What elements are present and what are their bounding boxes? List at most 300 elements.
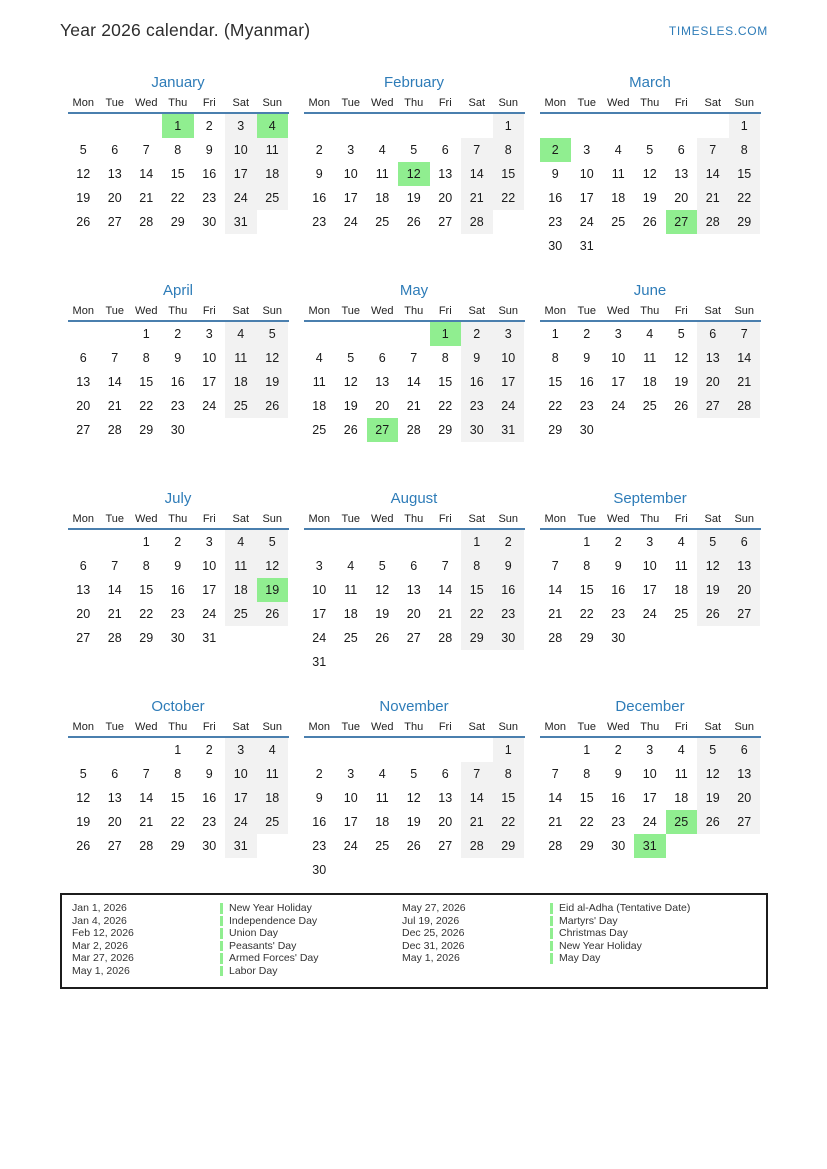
day-cell: 23 [202,191,217,205]
day-cell: 10 [642,559,657,573]
day-cell: 21 [461,810,493,834]
holiday-marker-bar [220,928,223,939]
weekday-label: Wed [371,513,394,525]
day-cell: 16 [202,791,217,805]
week-row [68,370,289,394]
day-cell: 10 [611,351,626,365]
day-cell: 19 [375,607,390,621]
day-cell: 2 [614,535,622,549]
week-row [304,578,525,602]
day-cell: 18 [225,578,257,602]
holiday-day-cell: 27 [666,210,698,234]
day-cell: 30 [170,631,185,645]
day-cell: 29 [170,839,185,853]
day-cell: 26 [257,602,289,626]
month-title: February [383,74,445,91]
day-cell: 30 [548,239,563,253]
day-cell: 31 [579,239,594,253]
week-row [68,602,289,626]
weekday-label: Tue [341,513,361,525]
empty-day-cell [666,834,698,858]
day-cell: 6 [677,143,685,157]
legend-holiday-name: Martyrs' Day [559,914,618,927]
day-cell: 1 [583,535,591,549]
weekday-label: Thu [404,97,424,109]
week-row [540,602,761,626]
day-cell: 5 [697,530,729,554]
day-cell: 3 [646,743,654,757]
site-logo-link[interactable]: TIMESLES.COM [668,24,768,38]
weekday-label: Wed [371,97,394,109]
weekday-label: Wed [371,721,394,733]
day-cell: 6 [111,143,119,157]
empty-day-cell [540,738,572,762]
day-cell: 7 [551,559,559,573]
weekday-label: Sat [704,513,721,525]
day-cell: 27 [438,215,453,229]
weekday-label: Tue [105,97,125,109]
day-cell: 12 [697,554,729,578]
day-cell: 23 [611,815,626,829]
day-cell: 8 [142,351,150,365]
day-cell: 18 [375,815,390,829]
weekday-label: Thu [404,513,424,525]
day-cell: 22 [579,815,594,829]
day-cell: 4 [378,767,386,781]
day-cell: 10 [202,559,217,573]
day-cell: 30 [461,418,493,442]
day-cell: 12 [674,351,689,365]
empty-day-cell [729,234,761,258]
day-cell: 12 [406,791,421,805]
day-cell: 26 [697,810,729,834]
day-cell: 20 [375,399,390,413]
day-cell: 13 [406,583,421,597]
empty-day-cell [367,738,399,762]
weekday-label: Thu [404,305,424,317]
weekday-label: Tue [341,721,361,733]
week-row [540,186,761,210]
weekday-label: Sat [704,721,721,733]
day-cell: 2 [205,743,213,757]
weekday-label: Fri [674,97,688,109]
day-cell: 20 [107,191,122,205]
day-cell: 27 [76,631,91,645]
empty-day-cell [666,418,698,442]
weekday-label: Thu [404,721,424,733]
empty-day-cell [367,114,399,138]
weekday-label: Mon [544,305,566,317]
weekday-label: Sat [468,513,485,525]
weekday-label: Sat [704,97,721,109]
empty-day-cell [540,530,572,554]
day-cell: 17 [202,583,217,597]
day-cell: 20 [76,399,91,413]
day-cell: 8 [729,138,761,162]
week-row [304,322,525,346]
day-cell: 15 [170,791,185,805]
day-cell: 20 [697,370,729,394]
day-cell: 16 [548,191,563,205]
day-cell: 17 [611,375,626,389]
day-cell: 8 [583,767,591,781]
day-cell: 12 [697,762,729,786]
week-row [540,370,761,394]
empty-day-cell [430,530,462,554]
legend-row [72,915,402,928]
day-cell: 28 [107,631,122,645]
day-cell: 22 [729,186,761,210]
month-weeks [304,114,525,234]
weekday-header-row [540,97,761,114]
day-cell: 7 [461,138,493,162]
day-cell: 22 [548,399,563,413]
day-cell: 27 [729,602,761,626]
weekday-label: Sun [262,305,283,317]
weekday-label: Tue [105,305,125,317]
day-cell: 26 [674,399,689,413]
empty-day-cell [257,210,289,234]
day-cell: 14 [461,162,493,186]
week-row [68,626,289,650]
day-cell: 10 [579,167,594,181]
day-cell: 1 [493,738,525,762]
week-row [540,322,761,346]
holiday-marker-bar [550,941,553,952]
day-cell: 24 [202,607,217,621]
day-cell: 11 [312,375,326,389]
empty-day-cell [398,738,430,762]
empty-day-cell [603,114,635,138]
empty-day-cell [335,114,367,138]
day-cell: 3 [205,535,213,549]
month-weeks [540,114,761,258]
day-cell: 25 [343,631,358,645]
holiday-legend [60,893,768,989]
month-block [304,72,525,280]
day-cell: 8 [583,559,591,573]
day-cell: 22 [493,810,525,834]
empty-day-cell [461,114,493,138]
day-cell: 8 [174,143,182,157]
day-cell: 14 [548,791,563,805]
day-cell: 18 [312,399,327,413]
empty-day-cell [68,114,100,138]
day-cell: 6 [79,351,87,365]
day-cell: 13 [729,762,761,786]
week-row [68,394,289,418]
weekday-label: Sun [734,305,755,317]
empty-day-cell [666,626,698,650]
weekday-label: Tue [341,97,361,109]
day-cell: 28 [139,215,154,229]
empty-day-cell [697,626,729,650]
week-row [68,418,289,442]
empty-day-cell [493,858,525,882]
week-row [304,210,525,234]
week-row [540,394,761,418]
day-cell: 21 [729,370,761,394]
month-weeks [304,530,525,674]
day-cell: 20 [729,786,761,810]
day-cell: 12 [257,554,289,578]
weekday-label: Mon [72,305,94,317]
day-cell: 24 [225,810,257,834]
empty-day-cell [398,650,430,674]
weekday-label: Fri [674,513,688,525]
day-cell: 2 [315,767,323,781]
month-title: December [615,698,685,715]
month-title: July [164,490,192,507]
day-cell: 26 [375,631,390,645]
empty-day-cell [666,234,698,258]
weekday-label: Sun [734,97,755,109]
day-cell: 15 [579,791,594,805]
day-cell: 17 [343,191,358,205]
day-cell: 15 [461,578,493,602]
day-cell: 25 [225,394,257,418]
holiday-marker-bar [220,941,223,952]
day-cell: 14 [697,162,729,186]
day-cell: 5 [410,767,418,781]
day-cell: 31 [202,631,217,645]
day-cell: 28 [406,423,421,437]
day-cell: 20 [438,815,453,829]
empty-day-cell [493,650,525,674]
week-row [304,530,525,554]
legend-holiday-name: Armed Forces' Day [229,952,319,964]
day-cell: 24 [202,399,217,413]
weekday-label: Sat [232,721,249,733]
day-cell: 21 [461,186,493,210]
day-cell: 14 [461,786,493,810]
weekday-label: Sat [468,305,485,317]
holiday-day-cell: 1 [162,114,194,138]
month-title: October [151,698,205,715]
day-cell: 17 [225,786,257,810]
day-cell: 15 [493,786,525,810]
day-cell: 13 [76,375,91,389]
empty-day-cell [398,114,430,138]
day-cell: 29 [438,423,453,437]
day-cell: 8 [551,351,559,365]
day-cell: 10 [202,351,217,365]
empty-day-cell [697,418,729,442]
day-cell: 26 [257,394,289,418]
holiday-marker-bar [550,928,553,939]
day-cell: 1 [174,743,182,757]
day-cell: 21 [406,399,421,413]
week-row [540,762,761,786]
day-cell: 29 [493,834,525,858]
day-cell: 30 [202,215,217,229]
day-cell: 15 [493,162,525,186]
day-cell: 18 [257,162,289,186]
day-cell: 23 [461,394,493,418]
day-cell: 28 [107,423,122,437]
weekday-label: Wed [135,97,158,109]
day-cell: 24 [493,394,525,418]
day-cell: 16 [312,191,327,205]
day-cell: 6 [441,143,449,157]
weekday-label: Sun [498,721,519,733]
day-cell: 4 [225,530,257,554]
legend-date: Jul 19, 2026 [402,914,460,927]
day-cell: 3 [583,143,591,157]
day-cell: 21 [107,399,122,413]
day-cell: 13 [729,554,761,578]
empty-day-cell [335,322,367,346]
day-cell: 17 [202,375,217,389]
legend-date: May 27, 2026 [402,902,466,914]
week-row [540,162,761,186]
day-cell: 10 [312,583,327,597]
empty-day-cell [603,234,635,258]
day-cell: 23 [170,607,185,621]
legend-holiday-name: Labor Day [229,964,278,977]
day-cell: 3 [614,327,622,341]
empty-day-cell [131,738,163,762]
day-cell: 19 [406,191,421,205]
day-cell: 29 [729,210,761,234]
weekday-label: Fri [674,305,688,317]
week-row [304,786,525,810]
weekday-label: Sun [262,97,283,109]
day-cell: 4 [677,743,685,757]
day-cell: 27 [729,810,761,834]
holiday-day-cell: 25 [666,810,698,834]
day-cell: 29 [579,631,594,645]
day-cell: 26 [406,215,421,229]
empty-day-cell [367,650,399,674]
legend-holiday-name: Christmas Day [559,927,628,939]
empty-day-cell [398,530,430,554]
weekday-label: Sat [468,721,485,733]
day-cell: 20 [674,191,689,205]
day-cell: 15 [548,375,563,389]
empty-day-cell [99,114,131,138]
weekday-label: Tue [577,305,597,317]
week-row [68,186,289,210]
day-cell: 12 [257,346,289,370]
empty-day-cell [729,418,761,442]
empty-day-cell [99,530,131,554]
week-row [304,554,525,578]
day-cell: 8 [493,762,525,786]
day-cell: 24 [225,186,257,210]
holiday-day-cell: 31 [634,834,666,858]
day-cell: 13 [107,791,122,805]
week-row [540,786,761,810]
month-weeks [304,738,525,882]
day-cell: 10 [225,138,257,162]
month-weeks [68,530,289,650]
day-cell: 27 [406,631,421,645]
day-cell: 6 [697,322,729,346]
day-cell: 30 [170,423,185,437]
day-cell: 23 [202,815,217,829]
holiday-marker-bar [550,953,553,964]
legend-row [402,902,690,915]
day-cell: 7 [441,559,449,573]
week-row [540,418,761,442]
day-cell: 13 [107,167,122,181]
month-block [68,696,289,904]
weekday-label: Sat [704,305,721,317]
month-block [540,696,761,904]
day-cell: 27 [438,839,453,853]
weekday-header-row [68,513,289,530]
day-cell: 30 [312,863,327,877]
empty-day-cell [194,418,226,442]
weekday-label: Thu [640,305,660,317]
empty-day-cell [304,114,336,138]
weekday-label: Wed [607,721,630,733]
day-cell: 6 [410,559,418,573]
day-cell: 28 [697,210,729,234]
day-cell: 29 [579,839,594,853]
day-cell: 30 [611,631,626,645]
day-cell: 12 [642,167,657,181]
day-cell: 20 [76,607,91,621]
holiday-day-cell: 12 [398,162,430,186]
weekday-label: Mon [72,97,94,109]
day-cell: 7 [111,559,119,573]
legend-holiday-name: Union Day [229,927,279,939]
week-row [304,114,525,138]
empty-day-cell [461,650,493,674]
month-block [540,280,761,488]
day-cell: 18 [611,191,626,205]
day-cell: 29 [548,423,563,437]
weekday-label: Sun [262,721,283,733]
day-cell: 11 [611,167,625,181]
weekday-header-row [304,97,525,114]
day-cell: 19 [674,375,689,389]
empty-day-cell [225,626,257,650]
day-cell: 20 [406,607,421,621]
day-cell: 9 [583,351,591,365]
weekday-label: Sun [498,305,519,317]
day-cell: 1 [551,327,559,341]
week-row [68,786,289,810]
weekday-label: Wed [607,97,630,109]
day-cell: 14 [548,583,563,597]
weekday-label: Wed [135,305,158,317]
weekday-label: Fri [438,97,452,109]
empty-day-cell [304,322,336,346]
weekday-label: Mon [544,721,566,733]
weekday-header-row [304,305,525,322]
day-cell: 15 [579,583,594,597]
day-cell: 24 [611,399,626,413]
day-cell: 6 [441,767,449,781]
day-cell: 21 [139,815,154,829]
day-cell: 11 [344,583,358,597]
day-cell: 22 [170,191,185,205]
day-cell: 14 [107,375,122,389]
month-weeks [540,322,761,442]
day-cell: 10 [225,762,257,786]
day-cell: 25 [611,215,626,229]
day-cell: 2 [614,743,622,757]
day-cell: 8 [461,554,493,578]
week-row [540,554,761,578]
day-cell: 21 [107,607,122,621]
legend-row [72,965,402,978]
weekday-header-row [304,513,525,530]
weekday-label: Mon [308,721,330,733]
